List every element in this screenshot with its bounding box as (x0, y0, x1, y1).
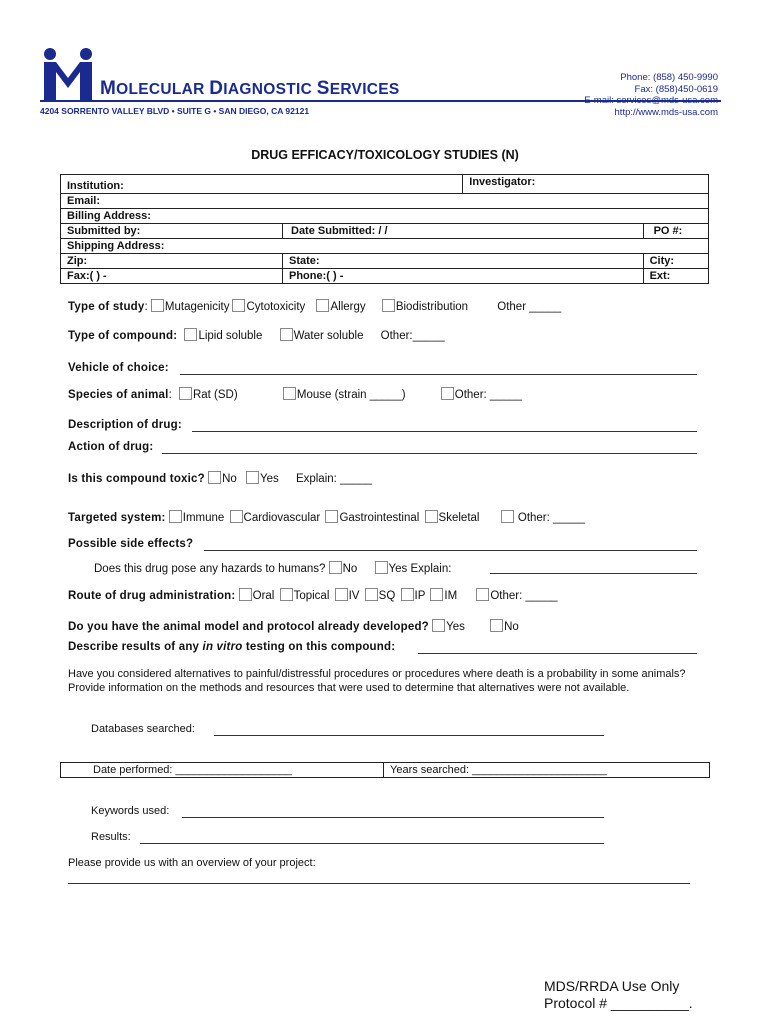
po-number-field[interactable]: PO #: (643, 224, 708, 239)
iv-checkbox[interactable] (335, 588, 348, 601)
vehicle-label: Vehicle of choice: (68, 362, 169, 374)
toxic-no-checkbox[interactable] (208, 471, 221, 484)
hazards-explain-line[interactable] (490, 573, 697, 574)
fax-line: Fax: (858)450-0619 (634, 83, 718, 95)
animal-model-row: Do you have the animal model and protocol already developed? Yes No (68, 621, 519, 633)
fax-field[interactable]: Fax:( ) - (61, 269, 283, 284)
overview-line[interactable] (68, 883, 690, 884)
institution-field[interactable]: Institution: (61, 175, 463, 194)
contact-block (584, 72, 718, 118)
contact-info-table (60, 174, 709, 284)
overview-label: Please provide us with an overview of your project: (68, 857, 316, 869)
animal-model-label: Do you have the animal model and protocol already developed? (68, 621, 429, 633)
in-vitro-label: Describe results of any in vitro testing on this compound: (68, 641, 396, 653)
hazards-no-checkbox[interactable] (329, 561, 342, 574)
phone-field[interactable]: Phone:( ) - (283, 269, 644, 284)
route-label: Route of drug administration: (68, 590, 236, 602)
study-type-row: Type of study: Mutagenicity Cytotoxicity Allergy Biodistribution Other _____ (68, 301, 562, 313)
im-checkbox[interactable] (430, 588, 443, 601)
targeted-other-checkbox[interactable] (501, 510, 514, 523)
protocol-number-field[interactable]: Protocol # __________. (544, 995, 693, 1011)
cardiovascular-checkbox[interactable] (230, 510, 243, 523)
water-soluble-checkbox[interactable] (280, 328, 293, 341)
description-line[interactable] (192, 431, 697, 432)
phone-line: Phone: (858) 450-9990 (620, 72, 718, 83)
office-use-block (544, 978, 693, 1012)
company-address: 4204 SORRENTO VALLEY BLVD • SUITE G • SAN DIEGO, CA 92121 (40, 106, 310, 116)
city-field[interactable]: City: (643, 254, 708, 269)
study-type-other[interactable]: Other _____ (497, 301, 562, 313)
date-submitted-field[interactable]: Date Submitted: / / (283, 224, 644, 239)
website-link[interactable]: http://www.mds-usa.com (614, 106, 718, 118)
toxic-yes-checkbox[interactable] (246, 471, 259, 484)
oral-checkbox[interactable] (239, 588, 252, 601)
cytotoxicity-checkbox[interactable] (232, 299, 245, 312)
search-dates-table (60, 762, 710, 778)
lipid-soluble-checkbox[interactable] (184, 328, 197, 341)
databases-label: Databases searched: (91, 723, 195, 735)
form-title: DRUG EFFICACY/TOXICOLOGY STUDIES (N) (251, 148, 519, 162)
compound-type-other[interactable]: Other:_____ (380, 330, 445, 342)
email-line: E-mail: services@mds-usa.com (584, 95, 718, 106)
action-label: Action of drug: (68, 441, 154, 453)
in-vitro-line[interactable] (418, 653, 697, 654)
animal-model-yes-checkbox[interactable] (432, 619, 445, 632)
company-logo (40, 48, 96, 100)
hazards-row: Does this drug pose any hazards to humans? No Yes Explain: (94, 563, 452, 575)
species-other-checkbox[interactable] (441, 387, 454, 400)
side-effects-label: Possible side effects? (68, 538, 194, 550)
targeted-label: Targeted system: (68, 512, 166, 524)
email-field[interactable]: Email: (61, 194, 709, 209)
species-row: Species of animal: Rat (SD) Mouse (strain _____) Other: _____ (68, 389, 522, 401)
databases-line[interactable] (214, 735, 604, 736)
topical-checkbox[interactable] (280, 588, 293, 601)
billing-address-field[interactable]: Billing Address: (61, 209, 709, 224)
toxic-explain[interactable]: Explain: _____ (295, 473, 373, 485)
vehicle-line[interactable] (180, 374, 697, 375)
description-label: Description of drug: (68, 419, 182, 431)
ip-checkbox[interactable] (401, 588, 414, 601)
skeletal-checkbox[interactable] (425, 510, 438, 523)
ext-field[interactable]: Ext: (643, 269, 708, 284)
species-label: Species of animal (68, 389, 169, 401)
compound-type-row: Type of compound: Lipid soluble Water soluble Other:_____ (68, 330, 445, 342)
hazards-question: Does this drug pose any hazards to humans? (94, 563, 326, 575)
study-type-label: Type of study (68, 301, 145, 313)
company-name: MOLECULAR DIAGNOSTIC SERVICES (100, 78, 400, 99)
allergy-checkbox[interactable] (316, 299, 329, 312)
toxic-label: Is this compound toxic? (68, 473, 205, 485)
route-row: Route of drug administration: Oral Topical IV SQ IP IM Other: _____ (68, 590, 558, 602)
date-performed-field[interactable]: Date performed: ___________________ (61, 763, 384, 778)
rat-checkbox[interactable] (179, 387, 192, 400)
side-effects-line[interactable] (204, 550, 697, 551)
results-label: Results: (91, 831, 131, 843)
investigator-field[interactable]: Investigator: (463, 175, 709, 194)
submitted-by-field[interactable]: Submitted by: (61, 224, 283, 239)
route-other-checkbox[interactable] (476, 588, 489, 601)
gastrointestinal-checkbox[interactable] (325, 510, 338, 523)
targeted-row: Targeted system: Immune Cardiovascular Gastrointestinal Skeletal Other: _____ (68, 512, 586, 524)
keywords-label: Keywords used: (91, 805, 170, 817)
office-use-label: MDS/RRDA Use Only (544, 978, 680, 994)
immune-checkbox[interactable] (169, 510, 182, 523)
hazards-explain: Explain: (410, 563, 452, 575)
hazards-yes-checkbox[interactable] (375, 561, 388, 574)
biodistribution-checkbox[interactable] (382, 299, 395, 312)
animal-model-no-checkbox[interactable] (490, 619, 503, 632)
action-line[interactable] (162, 453, 697, 454)
compound-type-label: Type of compound: (68, 330, 178, 342)
alternatives-paragraph: Have you considered alternatives to painful/distressful procedures or procedures where death is a probability in some animals? Provide information on the methods and resources that were used to determine that alternatives were not available. (68, 668, 686, 694)
sq-checkbox[interactable] (365, 588, 378, 601)
keywords-line[interactable] (182, 817, 604, 818)
zip-field[interactable]: Zip: (61, 254, 283, 269)
mutagenicity-checkbox[interactable] (151, 299, 164, 312)
mouse-checkbox[interactable] (283, 387, 296, 400)
results-line[interactable] (140, 843, 604, 844)
state-field[interactable]: State: (283, 254, 644, 269)
shipping-address-field[interactable]: Shipping Address: (61, 239, 709, 254)
toxic-row: Is this compound toxic? No Yes Explain: _____ (68, 473, 373, 485)
years-searched-field[interactable]: Years searched: ______________________ (384, 763, 710, 778)
